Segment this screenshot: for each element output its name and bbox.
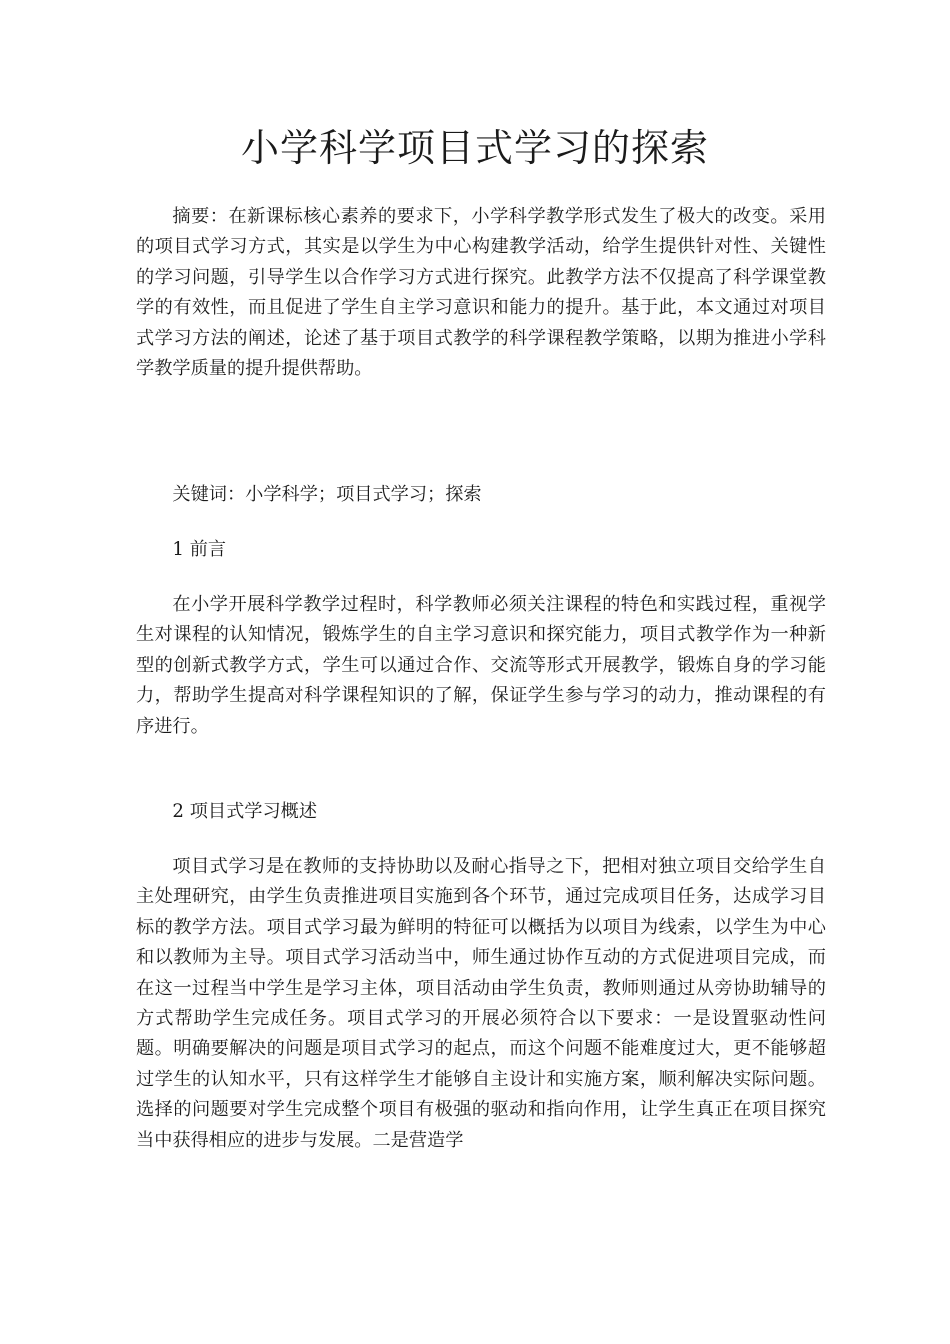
section-paragraph-intro: 在小学开展科学教学过程时，科学教师必须关注课程的特色和实践过程，重视学生对课程的认知情况，锻炼学生的自主学习意识和探究能力，项目式教学作为一种新型的创新式教学方式，学生可以通过合作、交流等形式开展教学，锻炼自身的学习能力，帮助学生提高对科学课程知识的了解，保证学生参与学习的动力，推动课程的有序进行。 bbox=[136, 594, 826, 737]
keywords-line: 关键词：小学科学；项目式学习；探索 bbox=[172, 484, 482, 505]
section-paragraph-overview: 项目式学习是在教师的支持协助以及耐心指导之下，把相对独立项目交给学生自主处理研究，由学生负责推进项目实施到各个环节，通过完成项目任务，达成学习目标的教学方法。项目式学习最为鲜明的特征可以概括为以项目为线索，以学生为中心和以教师为主导。项目式学习活动当中，师生通过协作互动的方式促进项目完成，而在这一过程当中学生是学习主体，项目活动由学生负责，教师则通过从旁协助辅导的方式帮助学生完成任务。项目式学习的开展必须符合以下要求：一是设置驱动性问题。明确要解决的问题是项目式学习的起点，而这个问题不能难度过大，更不能够超过学生的认知水平，只有这样学生才能够自主设计和实施方案，顺利解决实际问题。选择的问题要对学生完成整个项目有极强的驱动和指向作用，让学生真正在项目探究当中获得相应的进步与发展。二是营造学 bbox=[136, 856, 826, 1151]
abstract-paragraph: 摘要：在新课标核心素养的要求下，小学科学教学形式发生了极大的改变。采用的项目式学习方式，其实是以学生为中心构建教学活动，给学生提供针对性、关键性的学习问题，引导学生以合作学习方式进行探究。此教学方法不仅提高了科学课堂教学的有效性，而且促进了学生自主学习意识和能力的提升。基于此，本文通过对项目式学习方法的阐述，论述了基于项目式教学的科学课程教学策略，以期为推进小学科学教学质量的提升提供帮助。 bbox=[136, 206, 826, 380]
document-title: 小学科学项目式学习的探索 bbox=[240, 126, 709, 170]
section-heading-intro: 1 前言 bbox=[172, 539, 227, 560]
section-heading-overview: 2 项目式学习概述 bbox=[172, 801, 318, 822]
